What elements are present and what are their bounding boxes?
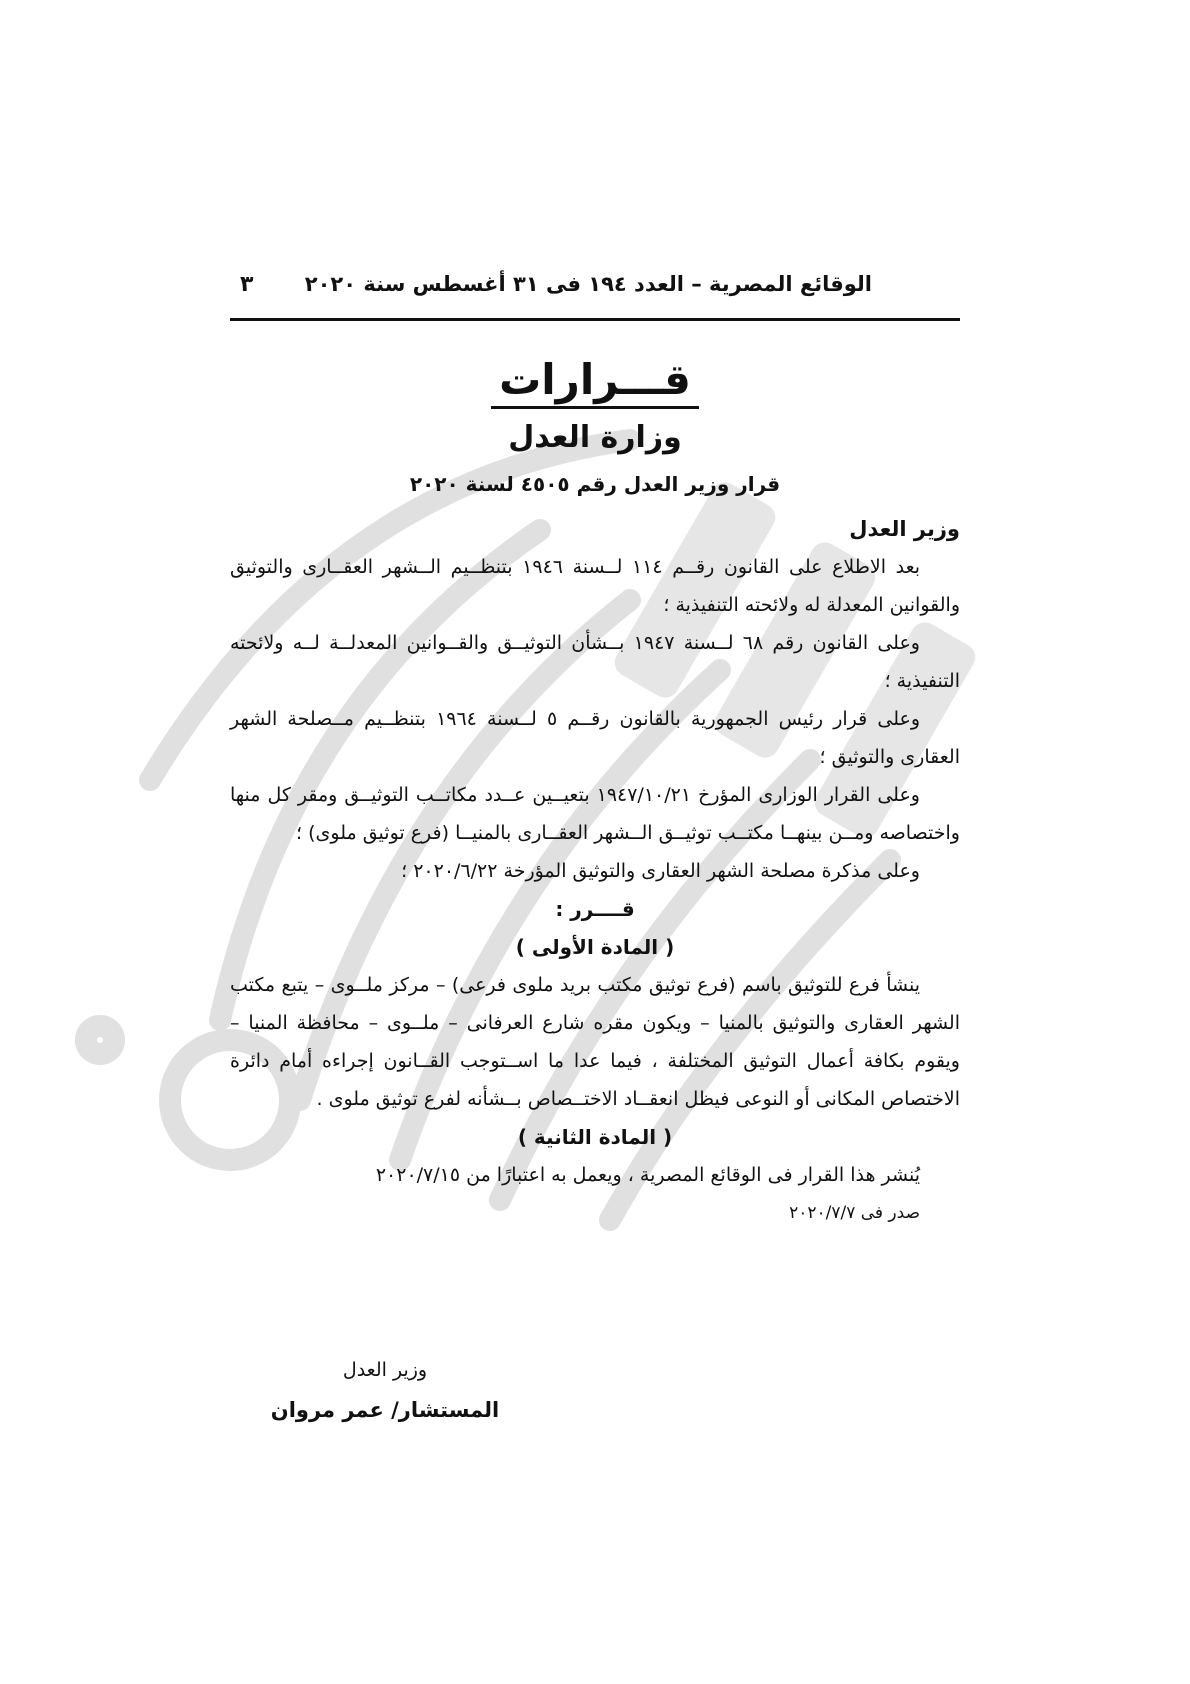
decided-heading: قــــرر : [555, 897, 635, 921]
decision-title: قرار وزير العدل رقم ٤٥٠٥ لسنة ٢٠٢٠ [409, 472, 781, 496]
signature-name: المستشار/ عمر مروان [270, 1398, 500, 1422]
decision-body [230, 510, 960, 1232]
page-header [230, 272, 960, 314]
article-title: ( المادة الأولى ) [515, 935, 675, 959]
article-text: يُنشر هذا القرار فى الوقائع المصرية ، ويعمل به اعتبارًا من ٢٠٢٠/٧/١٥ [375, 1164, 920, 1186]
preamble-paragraph: بعد الاطلاع على القانون رقــم ١١٤ لــسنة ١٩٤٦ بتنظــيم الــشهر العقــارى والتوثيق والقوانين المعدلة له ولائحته التنفيذية ؛ [230, 556, 960, 616]
header-divider [230, 318, 960, 321]
signature-block [260, 1350, 510, 1430]
preamble-paragraph: وعلى القانون رقم ٦٨ لــسنة ١٩٤٧ بــشأن التوثيــق والقــوانين المعدلــة لــه ولائحته التنفيذية ؛ [230, 632, 960, 692]
page-number: ٣ [240, 272, 254, 297]
signature-title: وزير العدل [342, 1359, 428, 1381]
gazette-page [230, 0, 960, 1684]
preamble-paragraph: وعلى مذكرة مصلحة الشهر العقارى والتوثيق المؤرخة ٢٠٢٠/٦/٢٢ ؛ [401, 860, 920, 882]
article-title: ( المادة الثانية ) [517, 1125, 673, 1149]
preamble-paragraph: وعلى قرار رئيس الجمهورية بالقانون رقــم ٥ لــسنة ١٩٦٤ بتنظــيم مــصلحة الشهر العقارى والتوثيق ؛ [230, 708, 960, 768]
issuer-heading: وزير العدل [849, 517, 960, 541]
ministry-name: وزارة العدل [508, 420, 682, 455]
article-text: ينشأ فرع للتوثيق باسم (فرع توثيق مكتب بريد ملوى فرعى) – مركز ملــوى – يتبع مكتب الشهر العقارى والتوثيق بالمنيا – ويكون مقره شارع العرفانى – ملــوى – محافظة المنيا – ويقوم بكافة أعمال التوثيق المختلفة ، فيما عدا ما اســتوجب القــانون إجراءه أمام دائرة الاختصاص المكانى أو النوعى فيظل انعقــاد الاختــصاص بــشأنه لفرع توثيق ملوى . [230, 974, 960, 1110]
header-title: الوقائع المصرية – العدد ١٩٤ فى ٣١ أغسطس سنة ٢٠٢٠ [304, 272, 872, 296]
preamble-paragraph: وعلى القرار الوزارى المؤرخ ١٩٤٧/١٠/٢١ بتعيــين عــدد مكاتــب التوثيــق ومقر كل منها واختصاصه ومــن بينهــا مكتــب توثيــق الــشهر العقــارى بالمنيــا (فرع توثيق ملوى) ؛ [230, 784, 960, 844]
issued-date: صدر فى ٢٠٢٠/٧/٧ [789, 1203, 920, 1223]
section-title: قـــرارات [230, 355, 960, 404]
